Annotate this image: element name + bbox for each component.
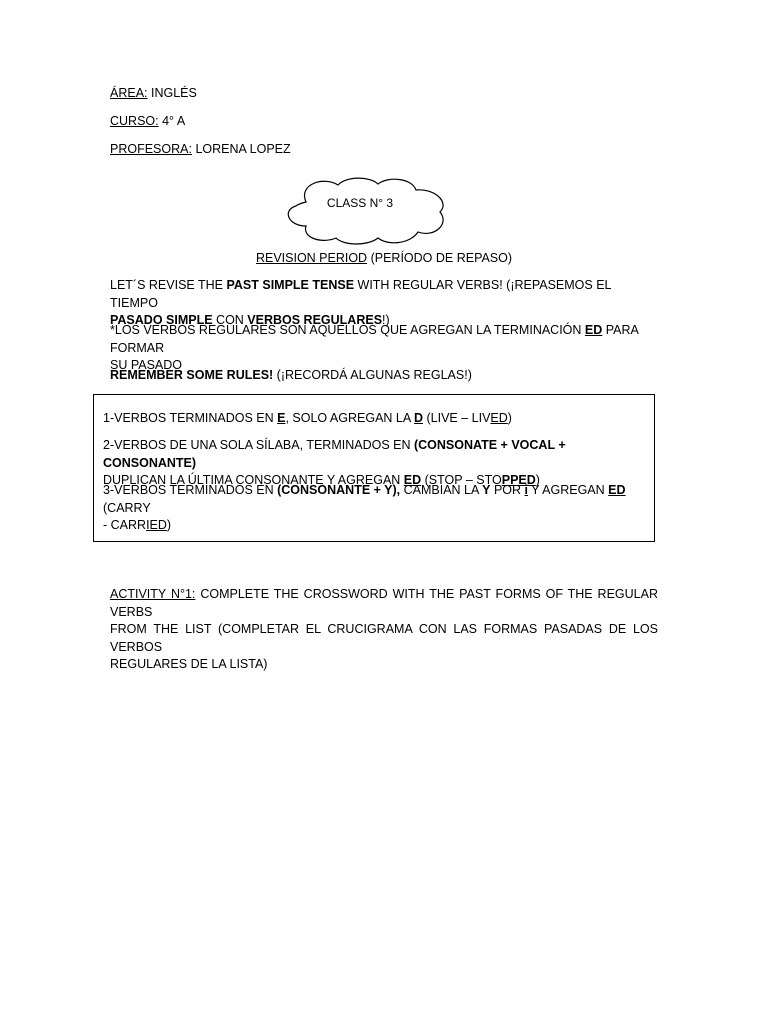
rule-text: - CARR: [103, 518, 147, 532]
intro-bold: VERBOS REGULARES: [247, 313, 383, 327]
intro-text: !): [382, 313, 390, 327]
activity-paragraph: [110, 586, 658, 674]
rule-bold: E: [277, 411, 286, 425]
intro-text: CON: [212, 313, 248, 327]
activity-text: FROM THE LIST (COMPLETAR EL CRUCIGRAMA CON LAS FORMAS PASADAS DE LOS VERBOS: [110, 622, 658, 654]
area-value: INGLÉS: [151, 86, 197, 100]
rule-bold: ED: [403, 473, 422, 487]
intro-text: WITH REGULAR VERBS! (¡REPASEMOS EL TIEMPO: [110, 278, 612, 310]
revision-title: REVISION PERIOD: [255, 251, 368, 265]
rule-text: ): [166, 518, 172, 532]
intro-text: LET´S REVISE THE: [110, 278, 227, 292]
rule-text: DUPLICAN LA ÚLTIMA CONSONANTE Y AGREGAN: [103, 473, 404, 487]
curso-label: CURSO:: [110, 114, 159, 128]
intro-text: PARA FORMAR: [110, 323, 639, 355]
rule-text: (LIVE – LIV: [423, 411, 491, 425]
rule-bold: ED: [608, 483, 626, 497]
rule-bold: D: [413, 411, 424, 425]
rule-bold: PPED: [501, 473, 536, 487]
rule-text: 3-VERBOS TERMINADOS EN: [103, 483, 278, 497]
rule-3: [103, 482, 648, 535]
rule-bold: (CONSONATE + VOCAL + CONSONANTE): [103, 438, 566, 470]
intro-bold: ED: [584, 323, 603, 337]
rule-text: (CARRY: [103, 500, 151, 515]
rule-bold: i: [524, 483, 529, 497]
rule-1: [103, 410, 648, 428]
curso-value: 4° A: [162, 114, 186, 128]
cloud-shape-icon: [284, 176, 450, 246]
revision-heading: [110, 250, 658, 267]
intro-bold: PASADO SIMPLE: [110, 313, 213, 327]
curso-line: [110, 113, 658, 131]
remember-line: [110, 367, 658, 385]
class-number: CLASS N° 3: [326, 196, 394, 210]
rule-text: 2-VERBOS DE UNA SOLA SÍLABA, TERMINADOS EN: [103, 438, 414, 452]
rule-text: POR: [490, 483, 525, 497]
rule-bold: (CONSONANTE + Y),: [277, 483, 401, 497]
class-cloud: [284, 176, 450, 246]
intro-text: *LOS VERBOS REGULARES SON AQUELLOS QUE AGREGAN LA TERMINACIÓN: [110, 323, 585, 337]
rules-box: [93, 394, 655, 542]
profesora-line: [110, 141, 658, 159]
activity-label: ACTIVITY N°1:: [110, 587, 196, 601]
remember-bold: REMEMBER SOME RULES!: [110, 368, 274, 382]
rule-text: , SOLO AGREGAN LA: [285, 411, 414, 425]
rule-text: ): [507, 411, 512, 425]
intro-bold: PAST SIMPLE TENSE: [226, 278, 355, 292]
rule-bold: Y: [482, 483, 491, 497]
revision-subtitle: (PERÍODO DE REPASO): [370, 251, 513, 265]
rule-text: ): [535, 473, 540, 487]
rule-text: CAMBIAN LA: [400, 483, 483, 497]
activity-text: COMPLETE THE CROSSWORD WITH THE PAST FORMS OF THE REGULAR VERBS: [110, 587, 658, 619]
area-label: ÁREA:: [110, 86, 148, 100]
remember-text: (¡RECORDÁ ALGUNAS REGLAS!): [273, 368, 472, 382]
rule-text: 1-VERBOS TERMINADOS EN: [103, 411, 278, 425]
rule-text: (STOP – STO: [421, 473, 502, 487]
rule-underline: ED: [490, 411, 508, 425]
rule-underline: IED: [146, 518, 167, 532]
activity-text: REGULARES DE LA LISTA): [110, 657, 268, 671]
profesora-label: PROFESORA:: [110, 142, 192, 156]
profesora-value: LORENA LOPEZ: [195, 142, 291, 156]
area-line: [110, 85, 658, 103]
rule-text: Y AGREGAN: [528, 483, 609, 497]
intro-text: SU PASADO: [110, 358, 183, 372]
